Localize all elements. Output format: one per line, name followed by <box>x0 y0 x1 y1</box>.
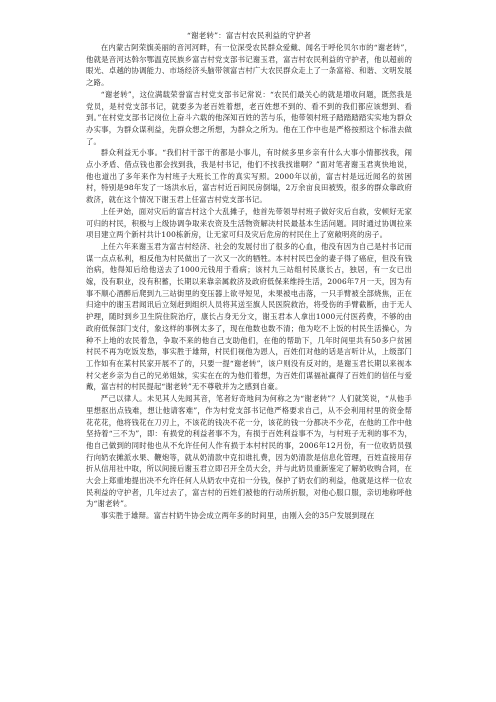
paragraph-small-matters: 群众利益无小事。“我们村干部干的都是小事儿，有时候多里乡亲有什么大事小情都找我，闹点小矛盾、借点钱也都会找到我，我是村书记，他们不找我找谁啊？”面对笔者谢玉君爽快地说，他也道出了多年来作为村班子大班长工作的真实写照。2000年以前，富吉村是远近闻名的贫困村，特别是98年发了一场洪水后，富吉村近百间民房倒塌，2万余亩良田被毁，很多的群众靠政府救济，就在这个情况下谢玉君上任富吉村党支部书记。 <box>86 148 412 205</box>
paragraph-strict-self: 严己以律人。未见其人先闻其音，笔者好奇地问为何称之为“谢老转”？人们就笑说，“从他手里想抠出点钱难，想让他请客难”，作为村党支部书记他严格要求自己，从不会利用村里的资金帮花花花，他将钱花在刀刃上，不该花的钱决不花一分，该花的钱一分都决不少花，在他的工作中他坚持着“三不为”，即：有损党的利益者事不为，有损于百姓利益事不为，与村班子无利的事不为，他自己做到的同时他也从不允许任何人作有损于本村村民的事，2006年12月份，有一位收奶员强行向奶农摊派水果、鞭炮等，就从奶清款中克扣谁扎费，因为奶清款是信息化管理，百姓直接用存折从信用社中取，所以间接后谢玉君立即召开全员大会，并与此奶员重新鉴定了解奶收购合同，在大会上郑重地提出决不允许任何人从奶农中克扣一分钱，保护了奶农们的利益，他就是这样一位农民利益的守护者，几年过去了，富吉村的百姓们被他的行动所折服，对他心服口服，亲切地称呼他为“谢老转”。 <box>86 394 412 509</box>
paragraph-intro: 在内蒙古阿荣旗美丽的音河河畔，有一位深受农民群众爱戴、闻名于呼伦贝尔市的“谢老转”，他就是音河达斡尔鄂温克民族乡富吉村党支部书记谢玉君，富吉村农民利益的守护者，他以超前的眼光、卓越的协调能力、市场经济头脑带领富吉村广大农民群众走上了一条富裕、和谐、文明发展之路。 <box>86 43 412 88</box>
paragraph-facts: 事实胜于雄辩。富吉村奶牛协会成立两年多的时间里，由刚入会的35户发展到现在 <box>100 511 375 521</box>
paragraph-quote: “谢老转”，这位满载荣誉富吉村党支部书记常说：“农民们最关心的就是增收问题，既然我是党员，是村党支部书记，就要多为老百姓着想，老百姓想不到的、看不到的我们都应该想到、看到。”在村党支部书记岗位上奋斗六载的他深知百姓的苦与乐，他带领村班子踏踏踏踏实实地为群众办实事，为群众谋利益，先群众想之所想，为群众之所为。他在工作中也是严格按照这个标准去做了。 <box>86 89 412 146</box>
document-page <box>86 30 412 522</box>
paragraph-disaster-relief: 上任尹始，面对灾后的富吉村这个大乱摊子，他首先带领导村班子做好灾后自救，安顿好无家可归的村民，积极与上级协调争取来农资及生活物资解决村民最基本生活问题。同时通过协调拉来项目建立两个新村共计100栋新房，让无家可归及灾后危房的村民住上了宽敞明亮的房子。 <box>86 206 412 240</box>
paragraph-six-years: 上任六年来谢玉君为富吉村经济、社会的发展付出了很多的心血，他没有因为自己是村书记而谋一点点私利，相反他为村民做出了一次又一次的牺牲。本村村民巴金的妻子得了癌症，但没有钱治病，他得知后给他送去了1000元钱用于看病；该村九三站组村民康长占，独居，有一女已出嫁，没有职业，没有积蓄，长期以来靠亲属救济及政府低保来维持生活，2006年7月一天，因为有事不顺心酒醉后爬到九三站街里的变压器上欲寻短见，未果被电击落，一只手臂被全部烧焦，正在归途中的谢玉君闻讯后立刻赶到组织人员将其送至旗人民医院救治，将受伤的手臂截断，由于无人护理，随时到乡卫生院住院治疗，康长占身无分文，谢玉君本人拿出1000元付医药费，不够的由政府低保部门支付，象这样的事例太多了，现在他数也数不清；他为吃不上饭的村民生活操心，为种不上地的农民着急，争取不来的他自己支助他们，在他的帮助下，几年时间里共有50多户贫困村民不再为吃饭发愁，事实胜于雄辩，村民们视他为恩人，百姓们对他的话是言听计从，上级部门工作如有在某村民家开展不了的，只要一提“谢老转”，该户则没有反对的，是谢玉君长期以来视本村父老乡亲为自己的兄弟姐妹，实实在在的为他们着想，为百姓们谋福祉赢得了百姓们的信任与爱戴，富吉村的村民提起“谢老转”无不尊敬并为之感到自豪。 <box>86 241 412 392</box>
page-title: “谢老转”：富吉村农民利益的守护者 <box>186 31 312 40</box>
